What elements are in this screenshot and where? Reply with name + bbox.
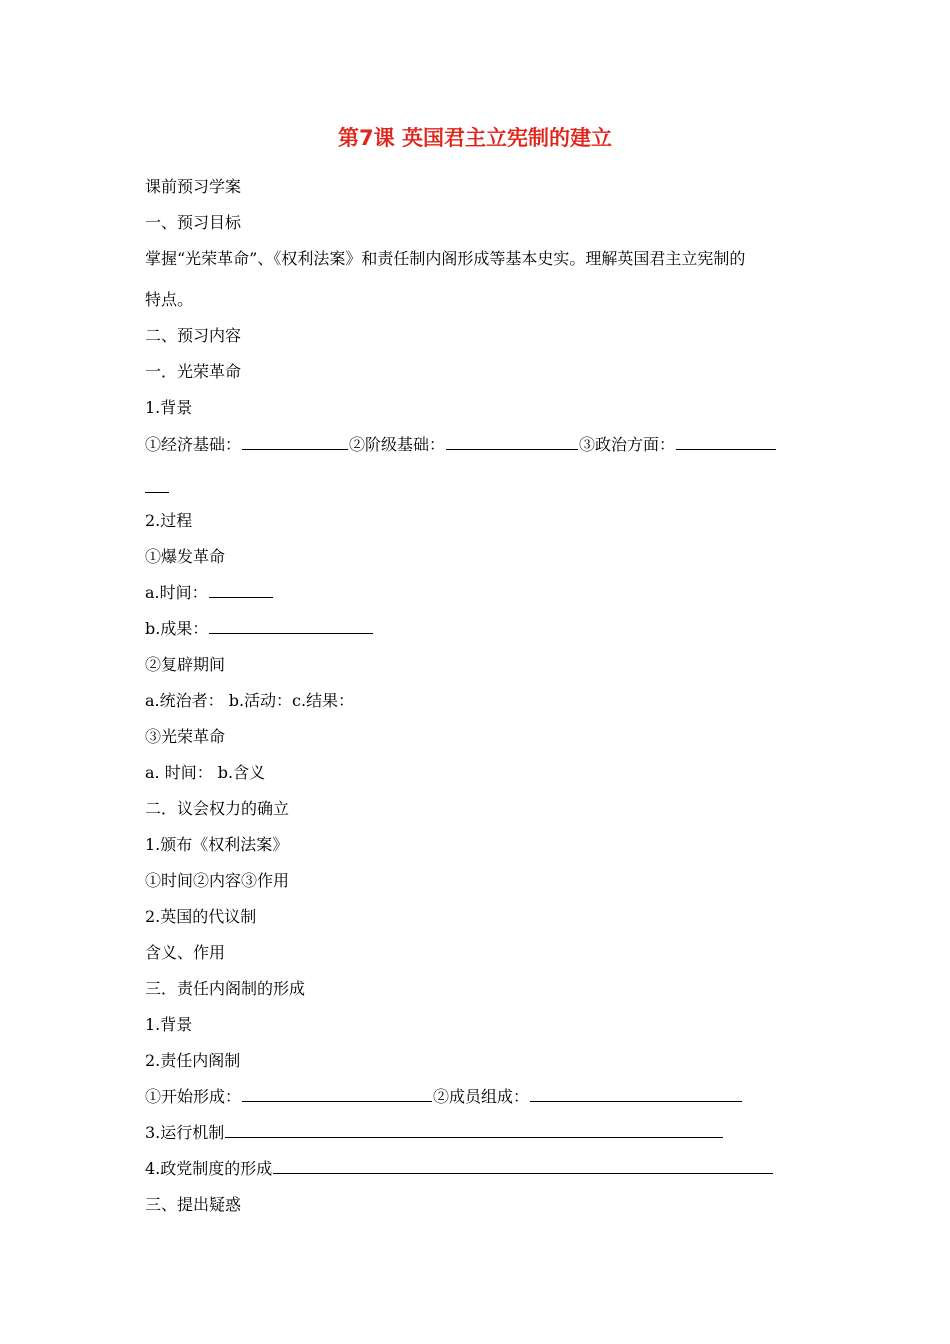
subheading-parliament: 二．议会权力的确立 — [145, 799, 290, 818]
item-background: 1.背景 — [145, 398, 193, 417]
outbreak-result-line — [145, 618, 374, 640]
political-blank[interactable] — [676, 435, 776, 450]
outbreak-time-blank[interactable] — [209, 583, 273, 598]
heading-questions: 三、提出疑惑 — [145, 1195, 242, 1214]
subheading-cabinet: 三．责任内阁制的形成 — [145, 979, 306, 998]
outbreak-time-line — [145, 582, 274, 604]
item-representative-system: 2.英国的代议制 — [145, 907, 257, 926]
members-blank[interactable] — [530, 1087, 742, 1102]
cabinet-fill-line — [145, 1086, 743, 1108]
political-label: ③政治方面： — [579, 435, 676, 454]
item-cabinet-system: 2.责任内阁制 — [145, 1051, 241, 1070]
operation-blank[interactable] — [225, 1123, 723, 1138]
operation-label: 3.运行机制 — [145, 1123, 225, 1142]
party-system-line — [145, 1158, 774, 1180]
members-label: ②成员组成： — [433, 1087, 530, 1106]
class-basis-label: ②阶级基础： — [349, 435, 446, 454]
item-cabinet-background: 1.背景 — [145, 1015, 193, 1034]
glorious-revolution-detail: a. 时间： b.含义 — [145, 763, 266, 782]
item-bill-of-rights: 1.颁布《权利法案》 — [145, 835, 289, 854]
page-title: 第7课 英国君主立宪制的建立 — [338, 126, 612, 150]
party-system-blank[interactable] — [273, 1159, 773, 1174]
formation-label: ①开始形成： — [145, 1087, 242, 1106]
outbreak-result-blank[interactable] — [209, 619, 373, 634]
background-fill-line — [145, 434, 777, 456]
heading-content: 二、预习内容 — [145, 326, 242, 345]
economic-basis-blank[interactable] — [242, 435, 348, 450]
item-restoration: ②复辟期间 — [145, 655, 226, 674]
class-basis-blank[interactable] — [446, 435, 578, 450]
bill-of-rights-detail: ①时间②内容③作用 — [145, 871, 290, 890]
item-process: 2.过程 — [145, 511, 193, 530]
outbreak-time-label: a.时间： — [145, 583, 208, 602]
item-outbreak: ①爆发革命 — [145, 547, 226, 566]
representative-system-detail: 含义、作用 — [145, 943, 226, 962]
heading-goals: 一、预习目标 — [145, 213, 242, 232]
operation-line — [145, 1122, 724, 1144]
goal-text-cont: 特点。 — [145, 290, 194, 309]
outbreak-result-label: b.成果： — [145, 619, 209, 638]
economic-basis-label: ①经济基础： — [145, 435, 242, 454]
political-blank-cont[interactable] — [145, 478, 169, 493]
political-blank-cont-line — [145, 477, 170, 499]
restoration-detail: a.统治者： b.活动：c.结果： — [145, 691, 355, 710]
goal-text: 掌握“光荣革命”、《权利法案》和责任制内阁形成等基本史实。理解英国君主立宪制的 — [145, 249, 746, 268]
item-glorious-revolution: ③光荣革命 — [145, 727, 226, 746]
subheading-glorious-revolution: 一．光荣革命 — [145, 362, 242, 381]
formation-blank[interactable] — [242, 1087, 432, 1102]
section-label: 课前预习学案 — [145, 177, 242, 196]
party-system-label: 4.政党制度的形成 — [145, 1159, 273, 1178]
